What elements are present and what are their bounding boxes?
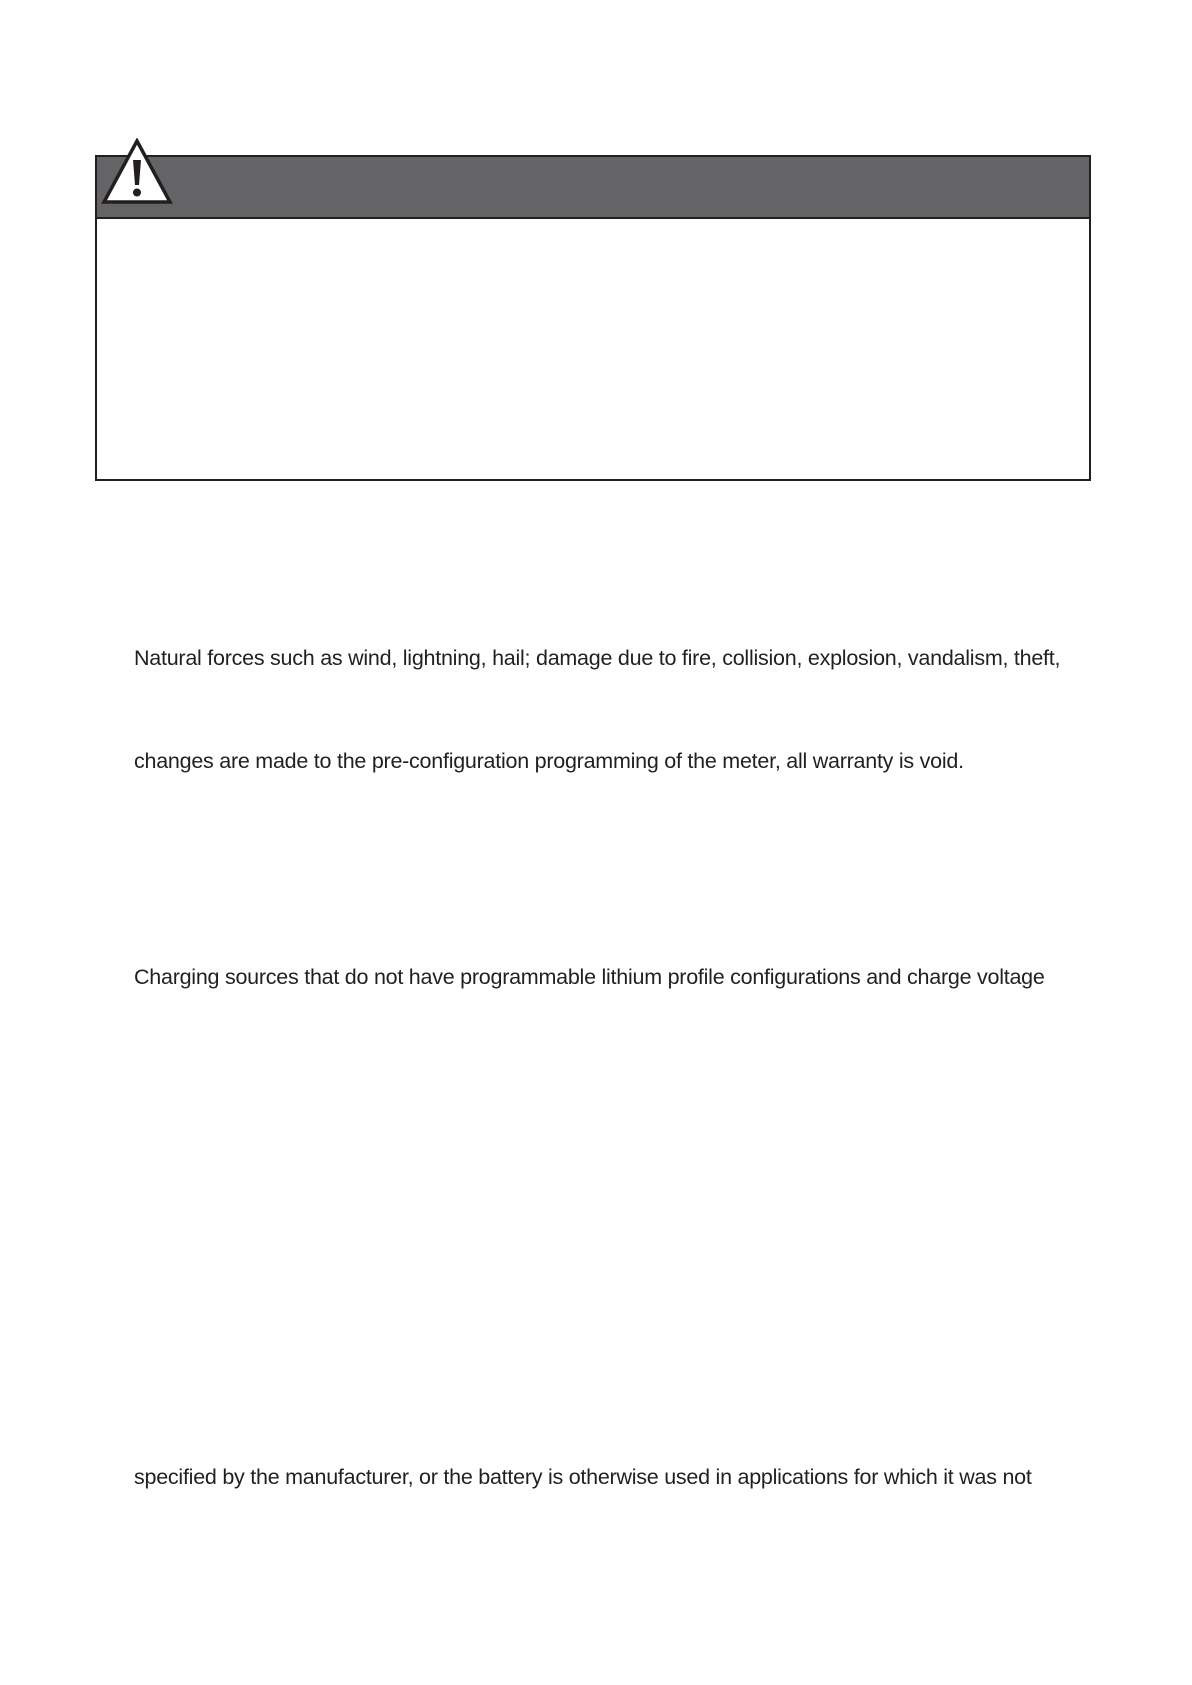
warning-header-bar <box>97 157 1089 219</box>
paragraph-line-specified-by-manufacturer: specified by the manufacturer, or the battery is otherwise used in applications for which it was not <box>134 1465 1032 1489</box>
paragraph-line-warranty-void: changes are made to the pre-configuration programming of the meter, all warranty is void. <box>134 749 964 773</box>
warning-triangle-icon <box>100 138 174 206</box>
warning-body <box>97 219 1089 479</box>
paragraph-line-natural-forces: Natural forces such as wind, lightning, hail; damage due to fire, collision, explosion, vandalism, theft, <box>134 646 1061 670</box>
warning-box <box>95 155 1091 481</box>
paragraph-line-charging-sources: Charging sources that do not have programmable lithium profile configurations and charge voltage <box>134 965 1045 989</box>
